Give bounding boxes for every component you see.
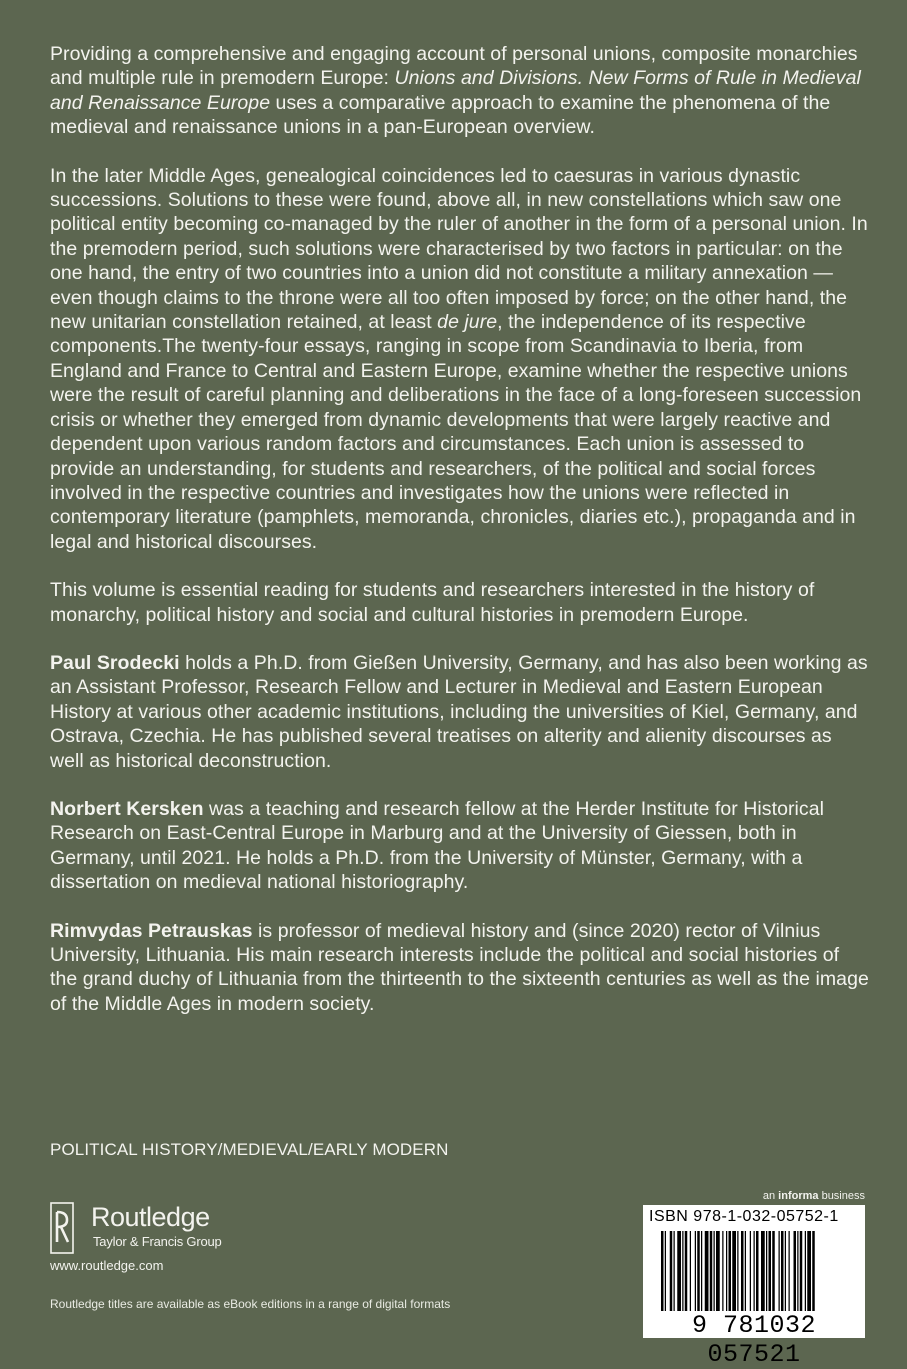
blurb-paragraph-3: This volume is essential reading for students and researchers interested in the history of monarchy, political history and social and cultural histories in premodern Europe. [50, 579, 815, 626]
subject-category: POLITICAL HISTORY/MEDIEVAL/EARLY MODERN [50, 1140, 449, 1159]
book-title: Unions and Divisions. New Forms of Rule in Medieval and Renaissance Europe [50, 67, 861, 114]
author-bio-3: Rimvydas Petrauskas is professor of medieval history and (since 2020) rector of Vilnius University, Lithuania. His main research interests include the political and social histories of the grand duchy of Lithuania from the thirteenth to the sixteenth centuries as well as the image of the Middle Ages in modern society. [50, 919, 869, 1015]
ebook-note: Routledge titles are available as eBook editions in a range of digital formats [50, 1297, 451, 1311]
author-bio-2: Norbert Kersken was a teaching and research fellow at the Herder Institute for Historical Research on East-Central Europe in Marburg and at the University of Giessen, both in Germany, until 2021. He holds a Ph.D. from the University of Münster, Germany, with a dissertation on medieval national historiography. [50, 797, 824, 894]
publisher-name: Routledge [91, 1202, 210, 1232]
isbn-label: ISBN 978-1-032-05752-1 [649, 1208, 839, 1225]
author-name: Norbert Kersken [50, 797, 204, 820]
blurb-paragraph-2: In the later Middle Ages, genealogical coincidences led to caesuras in various dynastic successions. Solutions to these were found, above all, in new constellations which saw one political entity becoming co-managed by the ruler of another in the form of a personal union. In the premodern period, such solutions were characterised by two factors in particular: on the one hand, the entry of two countries into a union did not constitute a military annexation — even though claims to the throne were all too often imposed by force; on the other hand, the new unitarian constellation retained, at least de jure, the independence of its respective components.The twenty-four essays, ranging in scope from Scandinavia to Iberia, from England and France to Central and Eastern Europe, examine whether the respective unions were the result of careful planning and deliberations in the face of a long-foreseen succession crisis or whether they emerged from dynamic developments that were largely reactive and dependent upon various random factors and circumstances. Each union is assessed to provide an understanding, for students and researchers, of the political and social forces involved in the respective countries and investigates how the unions were reflected in contemporary literature (pamphlets, memoranda, chronicles, diaries etc.), propaganda and in legal and historical discourses. [50, 164, 868, 553]
author-name: Paul Srodecki [50, 651, 180, 674]
publisher-group: Taylor & Francis Group [93, 1234, 222, 1249]
informa-tagline: an informa business [762, 1190, 865, 1202]
isbn-digits: 9 781032 057521 [691, 1311, 817, 1369]
isbn-barcode-box [643, 1205, 865, 1369]
publisher-website[interactable]: www.routledge.com [50, 1258, 164, 1273]
barcode-icon [647, 1231, 861, 1311]
author-bio-1: Paul Srodecki holds a Ph.D. from Gießen University, Germany, and has also been working as an Assistant Professor, Research Fellow and Lecturer in Medieval and Eastern European History at various other academic institutions, including the universities of Kiel, Germany, and Ostrava, Czechia. He has published several treatises on alterity and alienity discourses as well as historical deconstruction. [50, 651, 868, 772]
routledge-r-icon [50, 1202, 74, 1254]
author-name: Rimvydas Petrauskas [50, 919, 253, 942]
blurb-paragraph-1: Providing a comprehensive and engaging account of personal unions, composite monarchies and multiple rule in premodern Europe: Unions and Divisions. New Forms of Rule in Medieval and Renaissance Europe uses a comparative approach to examine the phenomena of the medieval and renaissance unions in a pan-European overview. [50, 43, 861, 139]
back-cover-text [50, 42, 870, 1016]
routledge-logo [50, 1200, 350, 1260]
